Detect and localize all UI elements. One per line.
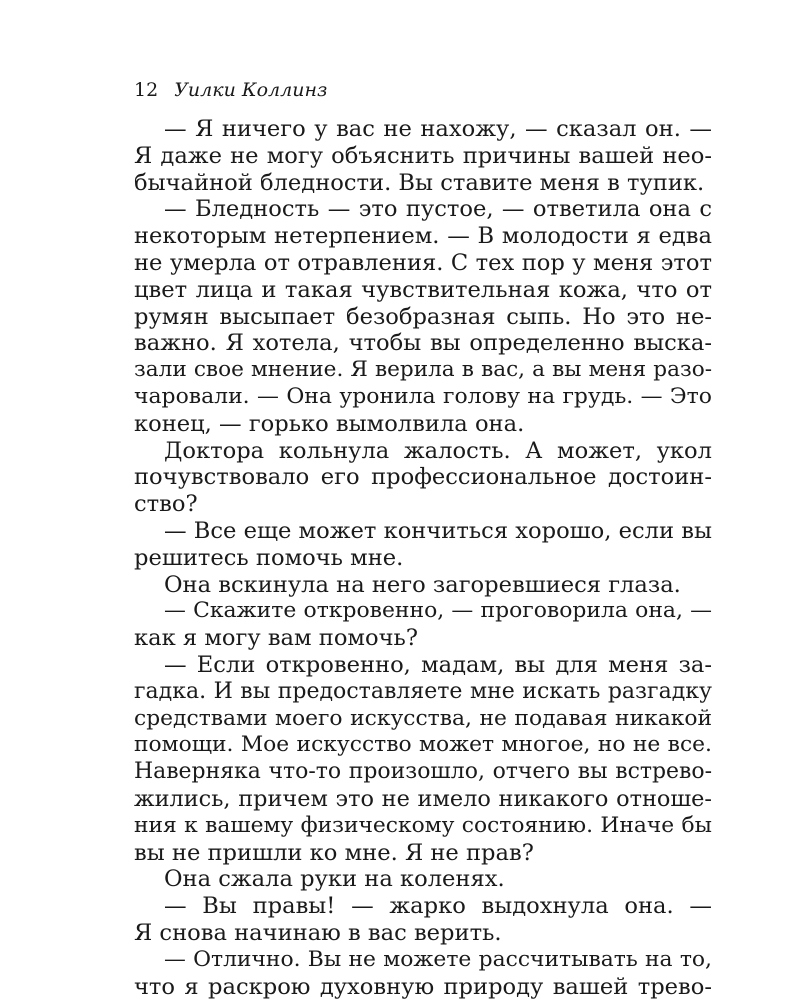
text-line: румян высыпает безобразная сыпь. Но это не- <box>134 303 712 330</box>
text-line: — Все еще может кончиться хорошо, если вы <box>164 517 712 544</box>
text-line: Я даже не могу объяснить причины вашей нео- <box>134 142 712 169</box>
text-line: средствами моего искусства, не подавая никакой <box>134 705 712 731</box>
text-line: — Бледность — это пустое, — ответила она с <box>164 196 712 223</box>
text-line: чаровали. — Она уронила голову на грудь. — Это <box>134 383 712 409</box>
text-line: бычайной бледности. Вы ставите меня в тупик. <box>134 169 705 196</box>
running-header <box>134 78 712 104</box>
book-page <box>134 78 712 1000</box>
text-line: — Отлично. Вы не можете рассчитывать на то, <box>164 946 712 972</box>
text-line: решитесь помочь мне. <box>134 544 404 571</box>
text-line: жились, причем это не имело никакого отноше- <box>134 785 712 812</box>
text-line: — Вы правы! — жарко выдохнула она. — <box>164 893 712 920</box>
text-line: почувствовало его профессиональное достоин- <box>134 464 712 491</box>
text-line: что я раскрою духовную природу вашей трево- <box>134 973 712 1000</box>
text-line: зали свое мнение. Я верила в вас, а вы меня разо- <box>134 357 712 383</box>
text-line: конец, — горько вымолвила она. <box>134 410 525 437</box>
text-line: Наверняка что-то произошло, отчего вы встрево- <box>134 759 712 785</box>
text-line: — Скажите откровенно, — проговорила она, — <box>164 598 712 624</box>
page-number: 12 <box>134 79 159 101</box>
text-line: помощи. Мое искусство может многое, но не все. <box>134 732 712 758</box>
text-line: Она сжала руки на коленях. <box>164 866 505 893</box>
text-line: ство? <box>134 491 198 518</box>
text-line: — Если откровенно, мадам, вы для меня за- <box>164 651 712 678</box>
running-title: Уилки Коллинз <box>174 79 328 101</box>
text-line: не умерла от отравления. С тех пор у меня этот <box>134 249 712 276</box>
text-line: некоторым нетерпением. — В молодости я едва <box>134 223 712 250</box>
text-line: Она вскинула на него загоревшиеся глаза. <box>164 571 681 598</box>
text-line: цвет лица и такая чувствительная кожа, что от <box>134 276 712 303</box>
text-line: гадка. И вы предоставляете мне искать разгадку <box>134 678 712 704</box>
text-line: Доктора кольнула жалость. А может, укол <box>164 437 712 464</box>
body-text <box>134 116 712 1000</box>
text-line: — Я ничего у вас не нахожу, — сказал он. — <box>164 116 712 142</box>
text-line: вы не пришли ко мне. Я не прав? <box>134 839 534 866</box>
text-line: ния к вашему физическому состоянию. Иначе бы <box>134 812 712 838</box>
text-line: Я снова начинаю в вас верить. <box>134 919 502 946</box>
text-line: важно. Я хотела, чтобы вы определенно выска- <box>134 330 712 357</box>
text-line: как я могу вам помочь? <box>134 625 418 652</box>
